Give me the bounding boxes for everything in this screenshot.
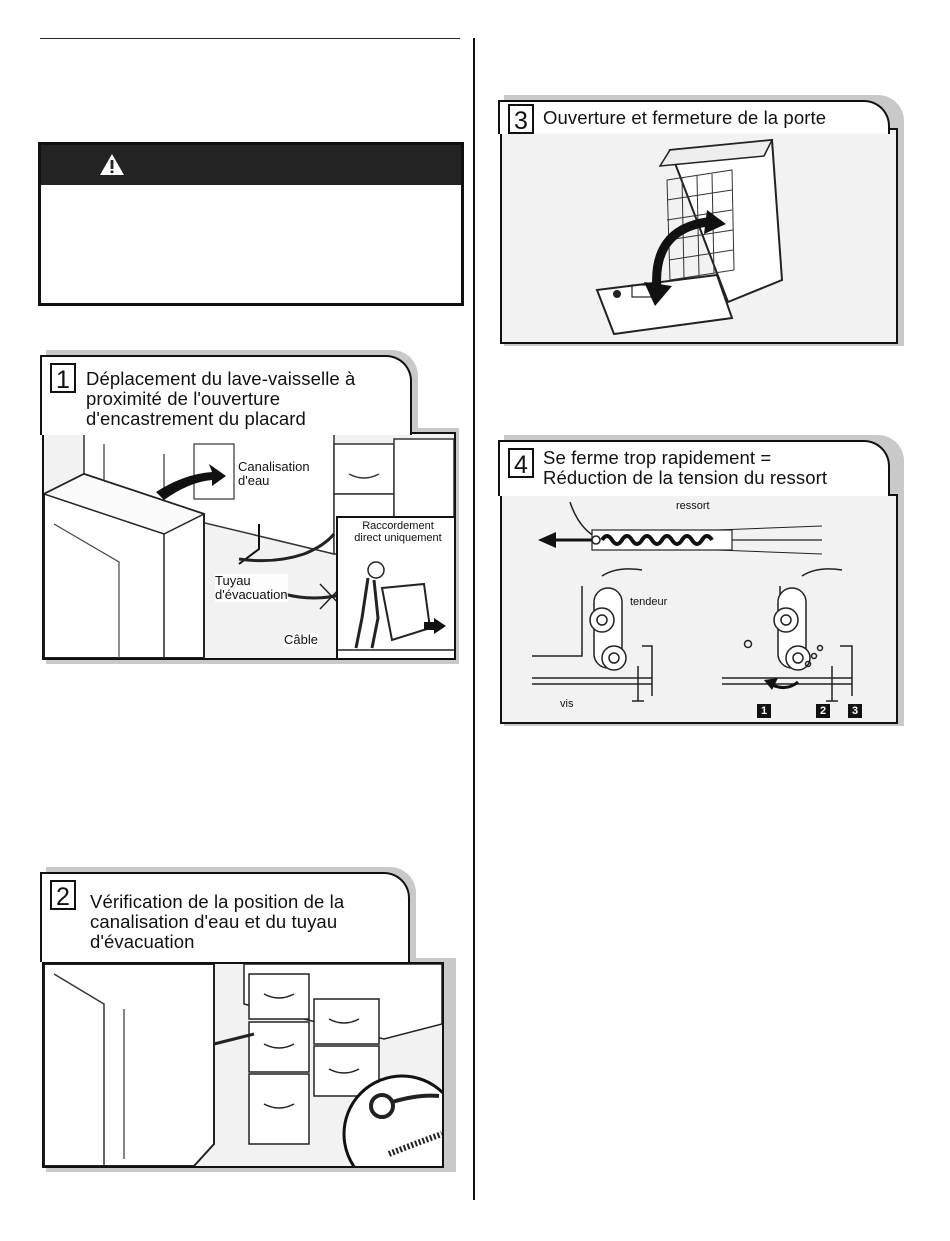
step-1-illustration [42,432,456,660]
warning-header-bar [41,145,461,185]
warning-box [38,142,464,306]
cable-label: Câble [284,632,318,647]
step-2-title-line-3: d'évacuation [90,931,195,952]
step-3-illustration [500,128,898,344]
column-divider [473,38,475,1200]
step-2-title [90,892,344,952]
position-1-marker: 1 [757,704,771,718]
step-1-number: 1 [50,363,76,393]
screw-label: vis [560,698,574,710]
step-1-panel [40,355,465,675]
top-rule [40,38,460,39]
direct-connection-inset [336,516,456,660]
direct-connection-label-line-2: direct uniquement [354,532,442,544]
step-2-number: 2 [50,880,76,910]
water-line-label-line-2: d'eau [238,473,270,488]
step-4-number: 4 [508,448,534,478]
step-2-title-line-1: Vérification de la position de la [90,891,345,912]
step-3-title-line-1: Ouverture et fermeture de la porte [543,107,827,128]
step-4-title-tab [498,440,890,496]
step-2-illustration [42,962,444,1168]
step-3-number: 3 [508,104,534,134]
step-1-title-line-2: proximité de l'ouverture [86,388,281,409]
step-1-title-line-1: Déplacement du lave-vaisselle à [86,368,356,389]
step-4-title-line-1: Se ferme trop rapidement = [543,447,772,468]
spring-label: ressort [676,500,710,512]
step-3-title [543,108,826,128]
direct-connection-label-line-1: Raccordement [362,520,434,532]
position-2-marker: 2 [816,704,830,718]
step-4-illustration [500,494,898,724]
position-3-marker: 3 [848,704,862,718]
step-4-title-line-2: Réduction de la tension du ressort [543,467,828,488]
direct-connection-label [340,520,456,544]
step-4-panel [498,440,908,730]
step-3-panel [498,100,908,350]
drain-hose-label [215,574,288,602]
step-4-title [543,448,827,488]
step-2-panel [40,872,460,1192]
step-1-title-line-3: d'encastrement du placard [86,408,306,429]
step-2-title-tab [40,872,410,962]
step-1-title [86,369,355,429]
drain-hose-label-line-1: Tuyau [215,573,251,588]
tensioner-label: tendeur [630,596,668,608]
step-3-title-tab [498,100,890,134]
step-1-title-tab [40,355,412,435]
step-2-title-line-2: canalisation d'eau et du tuyau [90,911,338,932]
water-line-label [238,460,310,488]
warning-icon [99,153,125,176]
water-line-label-line-1: Canalisation [238,459,310,474]
drain-hose-label-line-2: d'évacuation [215,587,288,602]
